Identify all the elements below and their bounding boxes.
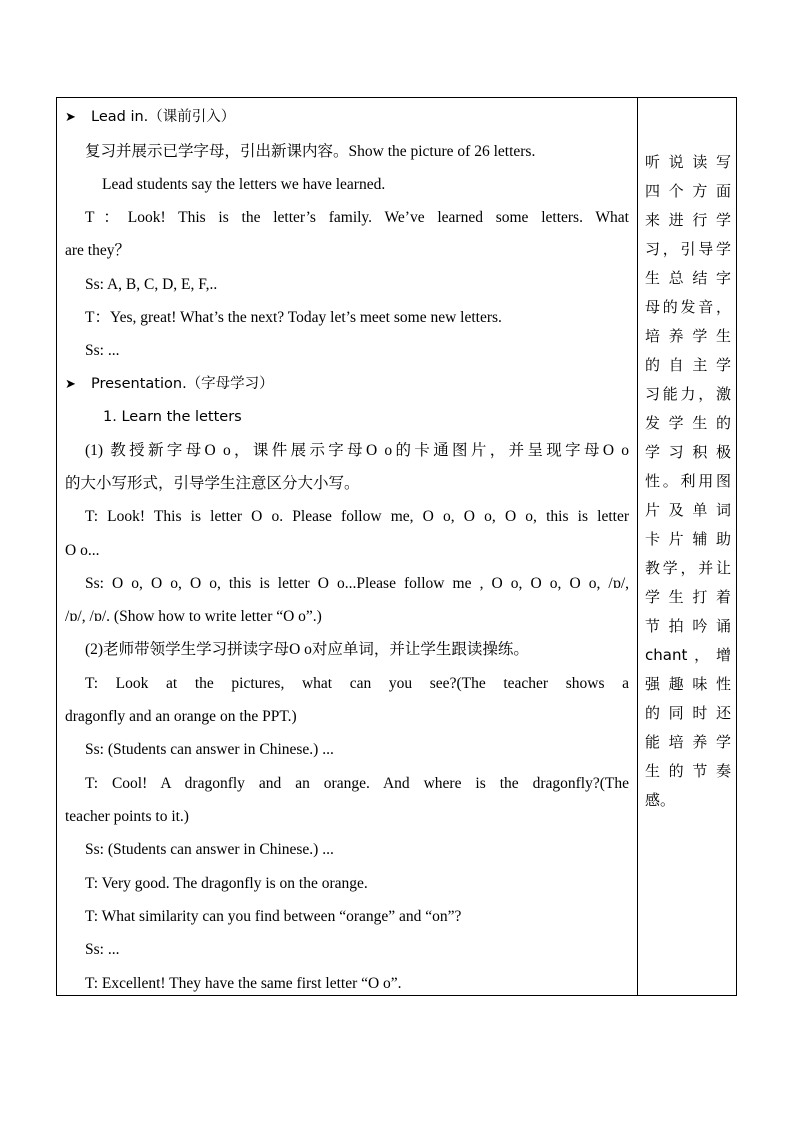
- side-note-line: 能培养学: [645, 733, 731, 751]
- side-note-line: 性。利用图: [645, 472, 731, 490]
- paragraph-line: Ss: (Students can answer in Chinese.) ...: [85, 741, 334, 758]
- side-note-line: chant，增: [645, 646, 731, 664]
- side-note-line: 感。: [645, 791, 676, 809]
- side-note-line: 习，引导学: [645, 240, 731, 258]
- side-note-line: 习能力，激: [645, 385, 731, 403]
- paragraph-line: teacher points to it.): [65, 808, 189, 825]
- paragraph-line: T: Very good. The dragonfly is on the orange.: [85, 875, 368, 892]
- paragraph-line: Ss: ...: [85, 941, 120, 958]
- paragraph-line: /ɒ/, /ɒ/. (Show how to write letter “O o”.): [65, 608, 322, 625]
- paragraph-line: 的大小写形式，引导学生注意区分大小写。: [65, 475, 360, 492]
- side-note-line: 学习积极: [645, 443, 731, 461]
- side-note-line: 四个方面: [645, 182, 731, 200]
- side-note-line: 节拍吟诵: [645, 617, 731, 635]
- design-intent-cell: [638, 98, 737, 995]
- lead-in-heading: Lead in.（课前引入）: [91, 109, 236, 125]
- side-note-line: 发学生的: [645, 414, 731, 432]
- paragraph-line: Ss: A, B, C, D, E, F,..: [85, 276, 218, 293]
- side-note-line: 的同时还: [645, 704, 731, 722]
- side-note-line: 学生打着: [645, 588, 731, 606]
- paragraph-line: are they？: [65, 242, 130, 259]
- paragraph-line: T: Look! This is letter O o. Please follow me, O o, O o, O o, this is letter: [85, 508, 629, 525]
- paragraph-line: 复习并展示已学字母，引出新课内容。Show the picture of 26 letters.: [85, 143, 536, 160]
- side-note-line: 母的发音，: [645, 298, 731, 316]
- side-note-line: 培养学生: [645, 327, 731, 345]
- presentation-heading: Presentation.（字母学习）: [91, 376, 274, 392]
- paragraph-line: Ss: O o, O o, O o, this is letter O o...Please follow me , O o, O o, O o, /ɒ/,: [85, 575, 629, 592]
- paragraph-line: Lead students say the letters we have learned.: [102, 176, 386, 193]
- side-note-line: 生的节奏: [645, 762, 731, 780]
- paragraph-line: T: Cool! A dragonfly and an orange. And where is the dragonfly?(The: [85, 775, 629, 792]
- side-note-line: 片及单词: [645, 501, 731, 519]
- side-note-line: 听说读写: [645, 153, 731, 171]
- lead-in-heading-row: [65, 107, 235, 128]
- paragraph-line: T: Look at the pictures, what can you see?(The teacher shows a: [85, 675, 629, 692]
- teaching-procedure-cell: [57, 98, 637, 995]
- paragraph-line: O o...: [65, 542, 100, 559]
- side-note-line: 教学，并让: [645, 559, 731, 577]
- learn-letters-subheading: 1. Learn the letters: [103, 409, 242, 425]
- presentation-heading-row: [65, 374, 274, 395]
- lesson-table: [56, 97, 737, 996]
- arrow-bullet-icon: ➤: [65, 110, 76, 125]
- side-note-line: 卡片辅助: [645, 530, 731, 548]
- paragraph-line: (2)老师带领学生学习拼读字母O o对应单词，并让学生跟读操练。: [85, 641, 529, 658]
- side-note-line: 的自主学: [645, 356, 731, 374]
- paragraph-line: T: Excellent! They have the same first letter “O o”.: [85, 975, 402, 992]
- paragraph-line: (1) 教授新字母O o，课件展示字母O o的卡通图片，并呈现字母O o: [85, 442, 629, 459]
- side-note-line: 来进行学: [645, 211, 731, 229]
- paragraph-line: dragonfly and an orange on the PPT.): [65, 708, 297, 725]
- arrow-bullet-icon: ➤: [65, 377, 76, 392]
- paragraph-line: Ss: (Students can answer in Chinese.) ...: [85, 841, 334, 858]
- paragraph-line: T：Look! This is the letter’s family. We’ve learned some letters. What: [85, 209, 629, 226]
- paragraph-line: T: What similarity can you find between “orange” and “on”?: [85, 908, 462, 925]
- paragraph-line: T：Yes, great! What’s the next? Today let’s meet some new letters.: [85, 309, 502, 326]
- side-note-line: 强趣味性: [645, 675, 731, 693]
- side-note-line: 生总结字: [645, 269, 731, 287]
- paragraph-line: Ss: ...: [85, 342, 120, 359]
